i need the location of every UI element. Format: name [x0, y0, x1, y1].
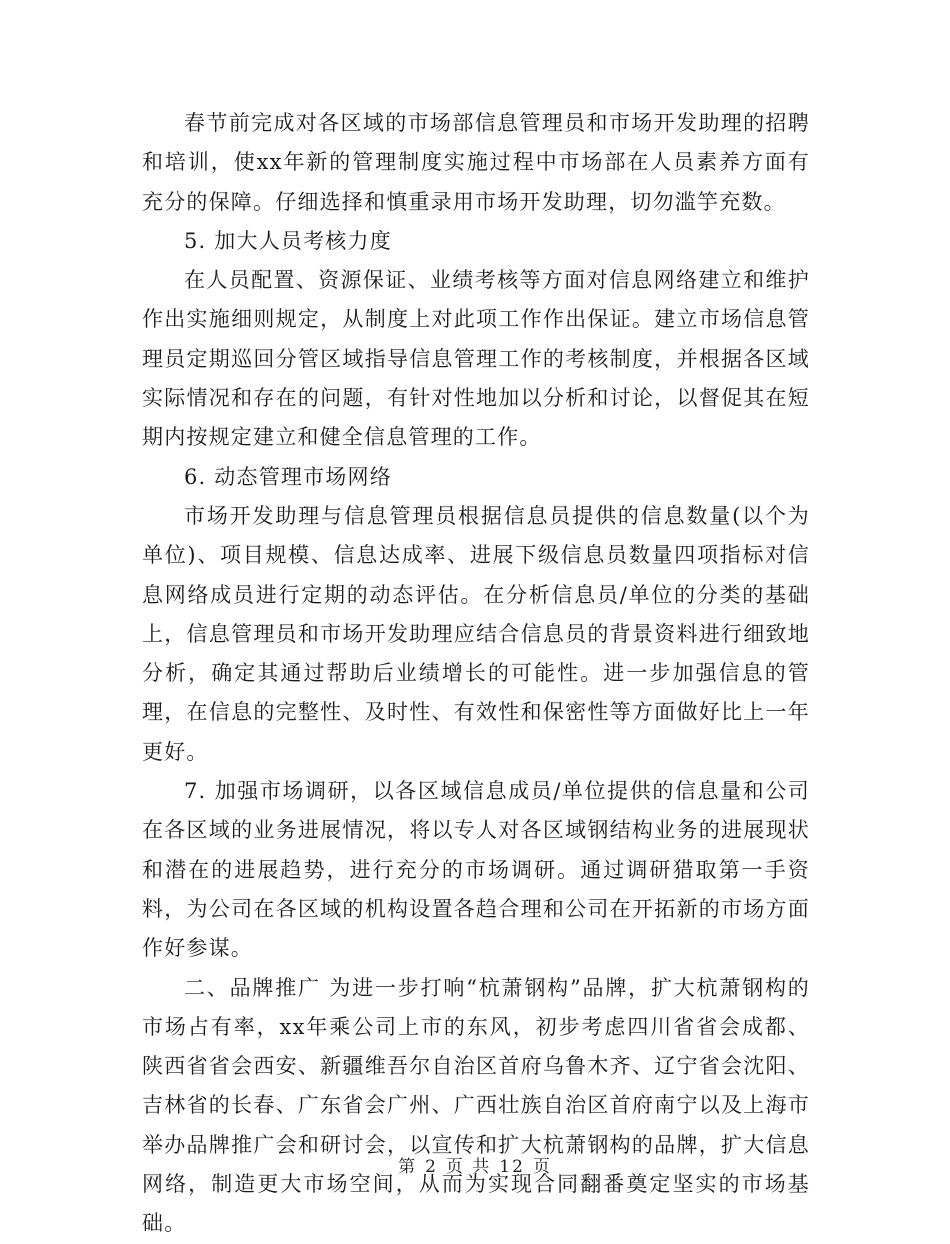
paragraph-assessment: 在人员配置、资源保证、业绩考核等方面对信息网络建立和维护作出实施细则规定，从制度上对此项工作作出保证。建立市场信息管理员定期巡回分管区域指导信息管理工作的考核制度，并根据各区域实际情况和存在的问题，有针对性地加以分析和讨论，以督促其在短期内按规定建立和健全信息管理的工作。: [142, 268, 810, 450]
paragraph-recruitment: 春节前完成对各区域的市场部信息管理员和市场开发助理的招聘和培训，使xx年新的管理制度实施过程中市场部在人员素养方面有充分的保障。仔细选择和慎重录用市场开发助理，切勿滥竽充数。: [142, 111, 810, 214]
paragraph-brand-promotion: 二、品牌推广 为进一步打响“杭萧钢构”品牌，扩大杭萧钢构的市场占有率，xx年乘公司上市的东风，初步考虑四川省省会成都、陕西省省会西安、新疆维吾尔自治区首府乌鲁木齐、辽宁省会沈阳、吉林省的长春、广东省会广州、广西壮族自治区首府南宁以及上海市举办品牌推广会和研讨会，以宣传和扩大杭萧钢构的品牌，扩大信息网络，制造更大市场空间，从而为实现合同翻番奠定坚实的市场基础。: [142, 975, 810, 1236]
footer-total-pages: 12: [499, 1157, 525, 1177]
paragraph-network-management: 市场开发助理与信息管理员根据信息员提供的信息数量(以个为单位)、项目规模、信息达成率、进展下级信息员数量四项指标对信息网络成员进行定期的动态评估。在分析信息员/单位的分类的基础上，信息管理员和市场开发助理应结合信息员的背景资料进行细致地分析，确定其通过帮助后业绩增长的可能性。进一步加强信息的管理，在信息的完整性、及时性、有效性和保密性等方面做好比上一年更好。: [142, 503, 810, 764]
footer-page-number: 2: [425, 1157, 438, 1177]
footer-middle: 页 共: [445, 1157, 492, 1177]
heading-network-management: 6. 动态管理市场网络: [184, 464, 392, 489]
heading-assessment: 5. 加大人员考核力度: [184, 228, 392, 253]
document-page: [142, 104, 810, 1244]
paragraph-market-research: 7. 加强市场调研，以各区域信息成员/单位提供的信息量和公司在各区域的业务进展情况，将以专人对各区域钢结构业务的进展现状和潜在的进展趋势，进行充分的市场调研。通过调研猎取第一手资料，为公司在各区域的机构设置各趋合理和公司在开拓新的市场方面作好参谋。: [142, 779, 810, 961]
page-footer: [0, 1152, 950, 1177]
footer-suffix: 页: [532, 1157, 552, 1177]
footer-prefix: 第: [398, 1157, 418, 1177]
